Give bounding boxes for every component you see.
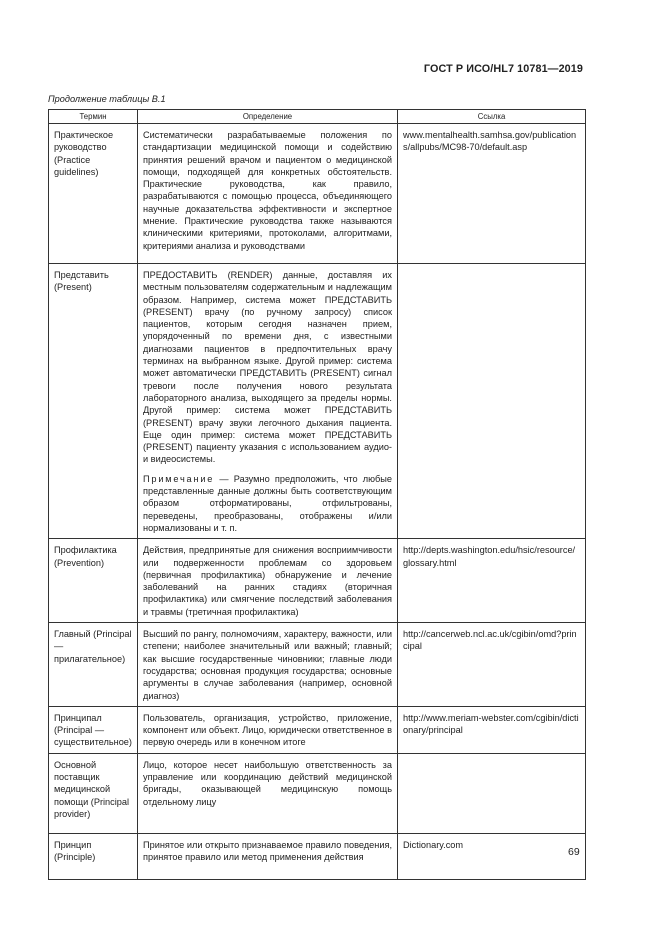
table-caption: Продолжение таблицы В.1	[48, 94, 166, 104]
table-row	[49, 539, 586, 623]
reference-cell: Dictionary.com	[398, 833, 586, 879]
definition-note	[143, 473, 392, 534]
note-text: — Разумно предположить, что любые представленные данные должны быть соответствующим образом отформатированы, отфильтрованы, переведены, преобразованы, отображены и/или нормализованы и т. п.	[143, 473, 392, 533]
table-row	[49, 833, 586, 879]
reference-cell: http://cancerweb.ncl.ac.uk/cgibin/omd?principal	[398, 623, 586, 707]
reference-cell: http://depts.washington.edu/hsic/resource/glossary.html	[398, 539, 586, 623]
reference-cell	[398, 264, 586, 539]
definition-cell: Действия, предпринятые для снижения восприимчивости или подверженности проблемам со здоровьем (первичная профилактика) обнаружение и лечение заболеваний на ранних стадиях (вторичная профилактика) или смягчение последствий заболевания и травмы (третичная профилактика)	[138, 539, 398, 623]
table-row	[49, 124, 586, 264]
table-row	[49, 264, 586, 539]
term-cell: Главный (Principal — прилагательное)	[49, 623, 138, 707]
definition-cell	[138, 264, 398, 539]
reference-cell	[398, 753, 586, 833]
note-label: Примечание	[143, 473, 215, 484]
term-cell: Профилактика (Prevention)	[49, 539, 138, 623]
column-header-definition: Определение	[138, 110, 398, 124]
table-header-row	[49, 110, 586, 124]
definition-cell: Высший по рангу, полномочиям, характеру, важности, или степени; наиболее значительный или важный; главный; как высшие государственные чиновники; главные люди государства; основная продукция государства; основные аргументы в случае заболевания (например, основной диагноз)	[138, 623, 398, 707]
definition-text: ПРЕДОСТАВИТЬ (RENDER) данные, доставляя их местным пользователям содержательным и надлежащим образом. Например, система может ПРЕДСТАВИТЬ (PRESENT) врачу (по ручному запросу) список пациентов, которым сегодня назначен прием, упорядоченный по времени дня, с известными диагнозами пациентов в предпочтительных врачу терминах на выбранном языке. Другой пример: система может автоматически ПРЕДСТАВИТЬ (PRESENT) сигнал тревоги после получения нового результата лабораторного анализа, выходящего за пределы нормы. Другой пример: система может ПРЕДСТАВИТЬ (PRESENT) врачу звуки легочного дыхания пациента. Еще один пример: система может ПРЕДСТАВИТЬ (PRESENT) пациенту указания с использованием аудио- и видеосистемы.	[143, 270, 392, 465]
reference-cell: http://www.meriam-webster.com/cgibin/dictionary/principal	[398, 706, 586, 753]
definition-cell: Принятое или открыто признаваемое правило поведения, принятое правило или метод применения действия	[138, 833, 398, 879]
page-number: 69	[568, 846, 580, 858]
term-cell: Практическое руководство (Practice guidelines)	[49, 124, 138, 264]
term-cell: Принцип (Principle)	[49, 833, 138, 879]
column-header-reference: Ссылка	[398, 110, 586, 124]
definition-cell: Лицо, которое несет наибольшую ответственность за управление или координацию действий медицинской бригады, оказывающей медицинскую помощь отдельному лицу	[138, 753, 398, 833]
term-cell: Принципал (Principal — существительное)	[49, 706, 138, 753]
document-header: ГОСТ Р ИСО/HL7 10781—2019	[423, 63, 583, 75]
glossary-table	[48, 109, 586, 880]
term-cell: Представить (Present)	[49, 264, 138, 539]
table-row	[49, 753, 586, 833]
reference-cell: www.mentalhealth.samhsa.gov/publications/allpubs/MC98-70/default.asp	[398, 124, 586, 264]
definition-cell: Систематически разрабатываемые положения по стандартизации медицинской помощи и содействию принятия решений врачом и пациентом о медицинской помощи, подходящей для конкретных обстоятельств. Практические руководства, как правило, разрабатываются с помощью процесса, объединяющего научные доказательства эффективности и экспертное мнение. Практические руководства также называются клиническими критериями, протоколами, алгоритмами, критериями анализа и руководствами	[138, 124, 398, 264]
column-header-term: Термин	[49, 110, 138, 124]
term-cell: Основной поставщик медицинской помощи (Principal provider)	[49, 753, 138, 833]
table-row	[49, 623, 586, 707]
definition-cell: Пользователь, организация, устройство, приложение, компонент или объект. Лицо, юридически ответственное в первую очередь или в конечном итоге	[138, 706, 398, 753]
table-row	[49, 706, 586, 753]
